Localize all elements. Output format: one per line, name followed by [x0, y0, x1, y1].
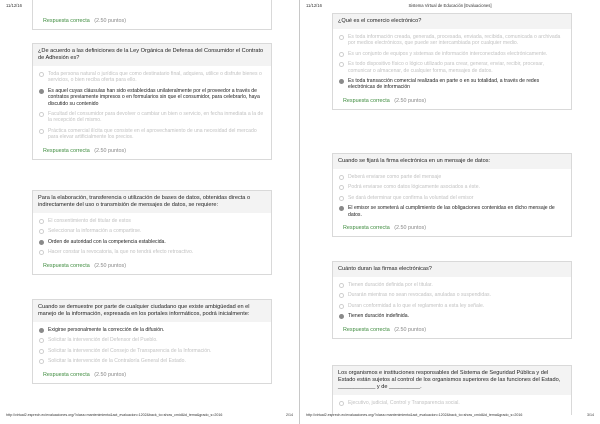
answer-option[interactable] [338, 303, 566, 309]
question-text: Para la elaboración, transferencia o utilización de bases de datos, obtenidas directa o indirectamente del uso o transmisión de mensajes de datos, se requiere: [33, 191, 271, 213]
result-points: (2.50 puntos) [394, 225, 427, 232]
radio-icon[interactable] [39, 72, 44, 77]
answer-result [333, 222, 571, 236]
answer-option[interactable] [38, 128, 266, 141]
question-card [332, 153, 572, 237]
result-status: Respuesta correcta [43, 262, 90, 269]
option-label: Exigirse personalmente la corrección de la difusión. [48, 327, 165, 333]
option-label: Es todo dispositivo físico o lógico utilizado para crear, generar, enviar, recibir, procesar, comunicar o almacenar, de cualquier forma, mensajes de datos. [348, 61, 544, 74]
answer-option[interactable] [338, 282, 566, 288]
radio-icon[interactable] [339, 175, 344, 180]
options-list [333, 277, 571, 320]
answer-option-selected[interactable] [338, 78, 566, 91]
radio-icon[interactable] [339, 62, 344, 67]
options-list [33, 322, 271, 365]
result-points: (2.50 puntos) [94, 262, 127, 269]
radio-icon[interactable] [339, 196, 344, 201]
answer-option[interactable] [338, 400, 566, 406]
result-status: Respuesta correcta [343, 97, 390, 104]
result-points: (2.50 puntos) [94, 371, 127, 378]
print-site-title: Sistema Virtual de Educación [Evaluaciones] [408, 3, 492, 8]
answer-option[interactable] [338, 184, 566, 190]
answer-option[interactable] [338, 61, 566, 74]
page-right [300, 0, 600, 424]
answer-result [33, 260, 271, 274]
options-list [333, 169, 571, 218]
answer-option-selected[interactable] [38, 327, 266, 333]
answer-option-selected[interactable] [38, 239, 266, 245]
question-card [32, 299, 272, 384]
print-footer [6, 413, 293, 421]
answer-option[interactable] [338, 51, 566, 57]
radio-selected-icon[interactable] [339, 314, 344, 319]
option-label: Solicitar la intervención del Consejo de Transparencia de la Información. [48, 347, 212, 354]
option-label: Es toda información creada, generada, procesada, enviada, recibida, comunicada o archivada por medios electrónicos, que puede ser intercambiada por cualquier medio. [348, 34, 561, 47]
option-label: Solicitar la intervención de la Contraloría General del Estado. [48, 358, 186, 365]
answer-option[interactable] [338, 195, 566, 201]
result-status: Respuesta correcta [43, 147, 90, 154]
question-text: ¿Qué es el comercio electrónico? [333, 14, 571, 29]
option-label: Toda persona natural o jurídica que como destinatario final, adquiera, utilice o disfrute bienes o servicios, o bien reciba oferta para ello. [48, 71, 262, 84]
result-status: Respuesta correcta [343, 225, 390, 232]
question-card [332, 365, 572, 415]
answer-option[interactable] [38, 228, 266, 234]
question-text: Los organismos e instituciones responsables del Sistema de Seguridad Pública y del Estado están sujetos al control de los organismos superiores de las funciones del Estado, ____________ y de __________. [333, 366, 571, 395]
answer-option[interactable] [38, 358, 266, 364]
answer-option[interactable] [38, 71, 266, 84]
print-header [306, 3, 594, 11]
radio-icon[interactable] [39, 129, 44, 134]
answer-result [33, 0, 271, 29]
answer-option-selected[interactable] [338, 313, 566, 319]
option-label: Solicitar la intervención del Defensor del Pueblo. [48, 337, 158, 344]
answer-option[interactable] [38, 249, 266, 255]
result-points: (2.50 puntos) [94, 147, 127, 154]
answer-option-selected[interactable] [338, 205, 566, 218]
option-label: Ejecutivo, judicial, Control y Transparencia social. [348, 400, 460, 406]
option-label: Se dará determinar que confirma la voluntad del emisor [348, 194, 474, 201]
radio-selected-icon[interactable] [339, 206, 344, 211]
answer-option[interactable] [38, 111, 266, 124]
answer-option[interactable] [338, 174, 566, 180]
radio-icon[interactable] [339, 52, 344, 57]
radio-icon[interactable] [39, 229, 44, 234]
option-label: Es aquel cuyas cláusulas han sido establecidas unilateralmente por el proveedor a través de contratos previamente impresos o en formularios sin que el consumidor, para celebrarlo, haya discutido su contenido [48, 87, 260, 107]
result-points: (2.50 puntos) [394, 326, 427, 333]
question-card [32, 43, 272, 160]
radio-icon[interactable] [39, 359, 44, 364]
radio-selected-icon[interactable] [39, 328, 44, 333]
option-label: Durarán mientras no sean revocadas, anuladas o suspendidas. [348, 292, 491, 299]
answer-result [33, 145, 271, 159]
option-label: Tienen duración definida por el titular. [348, 282, 433, 288]
option-label: Deberá enviarse como parte del mensaje [348, 174, 442, 180]
answer-option[interactable] [38, 348, 266, 354]
print-date: 11/12/16 [306, 3, 322, 8]
print-url: http://virtual2.esprech.ec/evaluaciones.org/?class=mantenimiento&act_evaluacion=1202&back_to=show_cmid&id_tema&grado_s=2016 [306, 413, 523, 417]
page-number: 2/14 [286, 413, 293, 417]
option-label: Tienen duración indefinida. [348, 313, 409, 320]
radio-icon[interactable] [339, 185, 344, 190]
radio-icon[interactable] [339, 304, 344, 309]
radio-icon[interactable] [339, 35, 344, 40]
radio-icon[interactable] [39, 349, 44, 354]
options-list [33, 66, 271, 141]
radio-icon[interactable] [39, 250, 44, 255]
print-date: 11/12/16 [6, 3, 22, 8]
options-list [33, 213, 271, 256]
radio-icon[interactable] [39, 338, 44, 343]
question-text: Cuando se fijará la firma electrónica en un mensaje de datos: [333, 154, 571, 169]
result-status: Respuesta correcta [343, 326, 390, 333]
answer-result [33, 369, 271, 383]
option-label: Orden de autoridad con la competencia establecida. [48, 238, 166, 245]
radio-icon[interactable] [339, 283, 344, 288]
question-card [332, 261, 572, 339]
options-list [333, 395, 571, 406]
option-label: Seleccionar la información a compartirse. [48, 228, 142, 235]
option-label: El emisor se someterá al cumplimiento de las obligaciones contenidas en dicho mensaje de datos. [348, 205, 555, 218]
question-text: Cuánto duran las firmas electrónicas? [333, 262, 571, 277]
answer-option[interactable] [338, 34, 566, 47]
radio-icon[interactable] [39, 219, 44, 224]
result-points: (2.50 puntos) [394, 97, 427, 104]
question-card [332, 13, 572, 110]
page-number: 3/14 [587, 413, 594, 417]
print-url: http://virtual2.esprech.ec/evaluaciones.org/?class=mantenimiento&act_evaluacion=1202&back_to=show_cmid&id_tema&grado_s=2016 [6, 413, 223, 417]
question-card [32, 190, 272, 275]
option-label: Es un conjunto de equipos y sistemas de información interconectados electrónicamente. [348, 50, 548, 57]
answer-option[interactable] [38, 218, 266, 224]
option-label: Podrá enviarse como datos lógicamente asociados a éste. [348, 184, 480, 191]
option-label: Es toda transacción comercial realizada en parte o en su totalidad, a través de redes electrónicas de información [348, 78, 540, 91]
option-label: Duran conformidad a lo que el reglamento a esta ley señale. [348, 302, 485, 309]
radio-icon[interactable] [39, 112, 44, 117]
answer-result [333, 324, 571, 338]
question-text: Cuando se demuestre por parte de cualquier ciudadano que existe ambigüedad en el manejo de la información, expresada en los portales informáticos, podrá inicialmente: [33, 300, 271, 322]
radio-selected-icon[interactable] [339, 79, 344, 84]
result-points: (2.50 puntos) [94, 18, 127, 24]
option-label: El consentimiento del titular de estos [48, 218, 131, 224]
question-text: ¿De acuerdo a las definiciones de la Ley Orgánica de Defensa del Consumidor el Contrato de Adhesión es? [33, 44, 271, 66]
radio-selected-icon[interactable] [39, 89, 44, 94]
question-card-partial [32, 0, 272, 30]
answer-result [333, 95, 571, 109]
answer-option[interactable] [38, 337, 266, 343]
radio-icon[interactable] [339, 293, 344, 298]
result-status: Respuesta correcta [43, 371, 90, 378]
option-label: Práctica comercial ilícita que consiste en el aprovechamiento de una necesidad del mercado para elevar artificialmente los precios. [48, 127, 257, 141]
answer-option-selected[interactable] [38, 88, 266, 107]
print-footer [306, 413, 594, 421]
option-label: Facultad del consumidor para devolver o cambiar un bien o servicio, en fecha inmediata a la de la recepción del mismo. [48, 111, 264, 124]
result-status: Respuesta correcta [43, 18, 90, 24]
option-label: Hacer constar la revocatoria, la que no tendrá efecto retroactivo. [48, 249, 194, 256]
options-list [333, 29, 571, 91]
radio-icon[interactable] [339, 401, 344, 406]
answer-option[interactable] [338, 292, 566, 298]
radio-selected-icon[interactable] [39, 240, 44, 245]
